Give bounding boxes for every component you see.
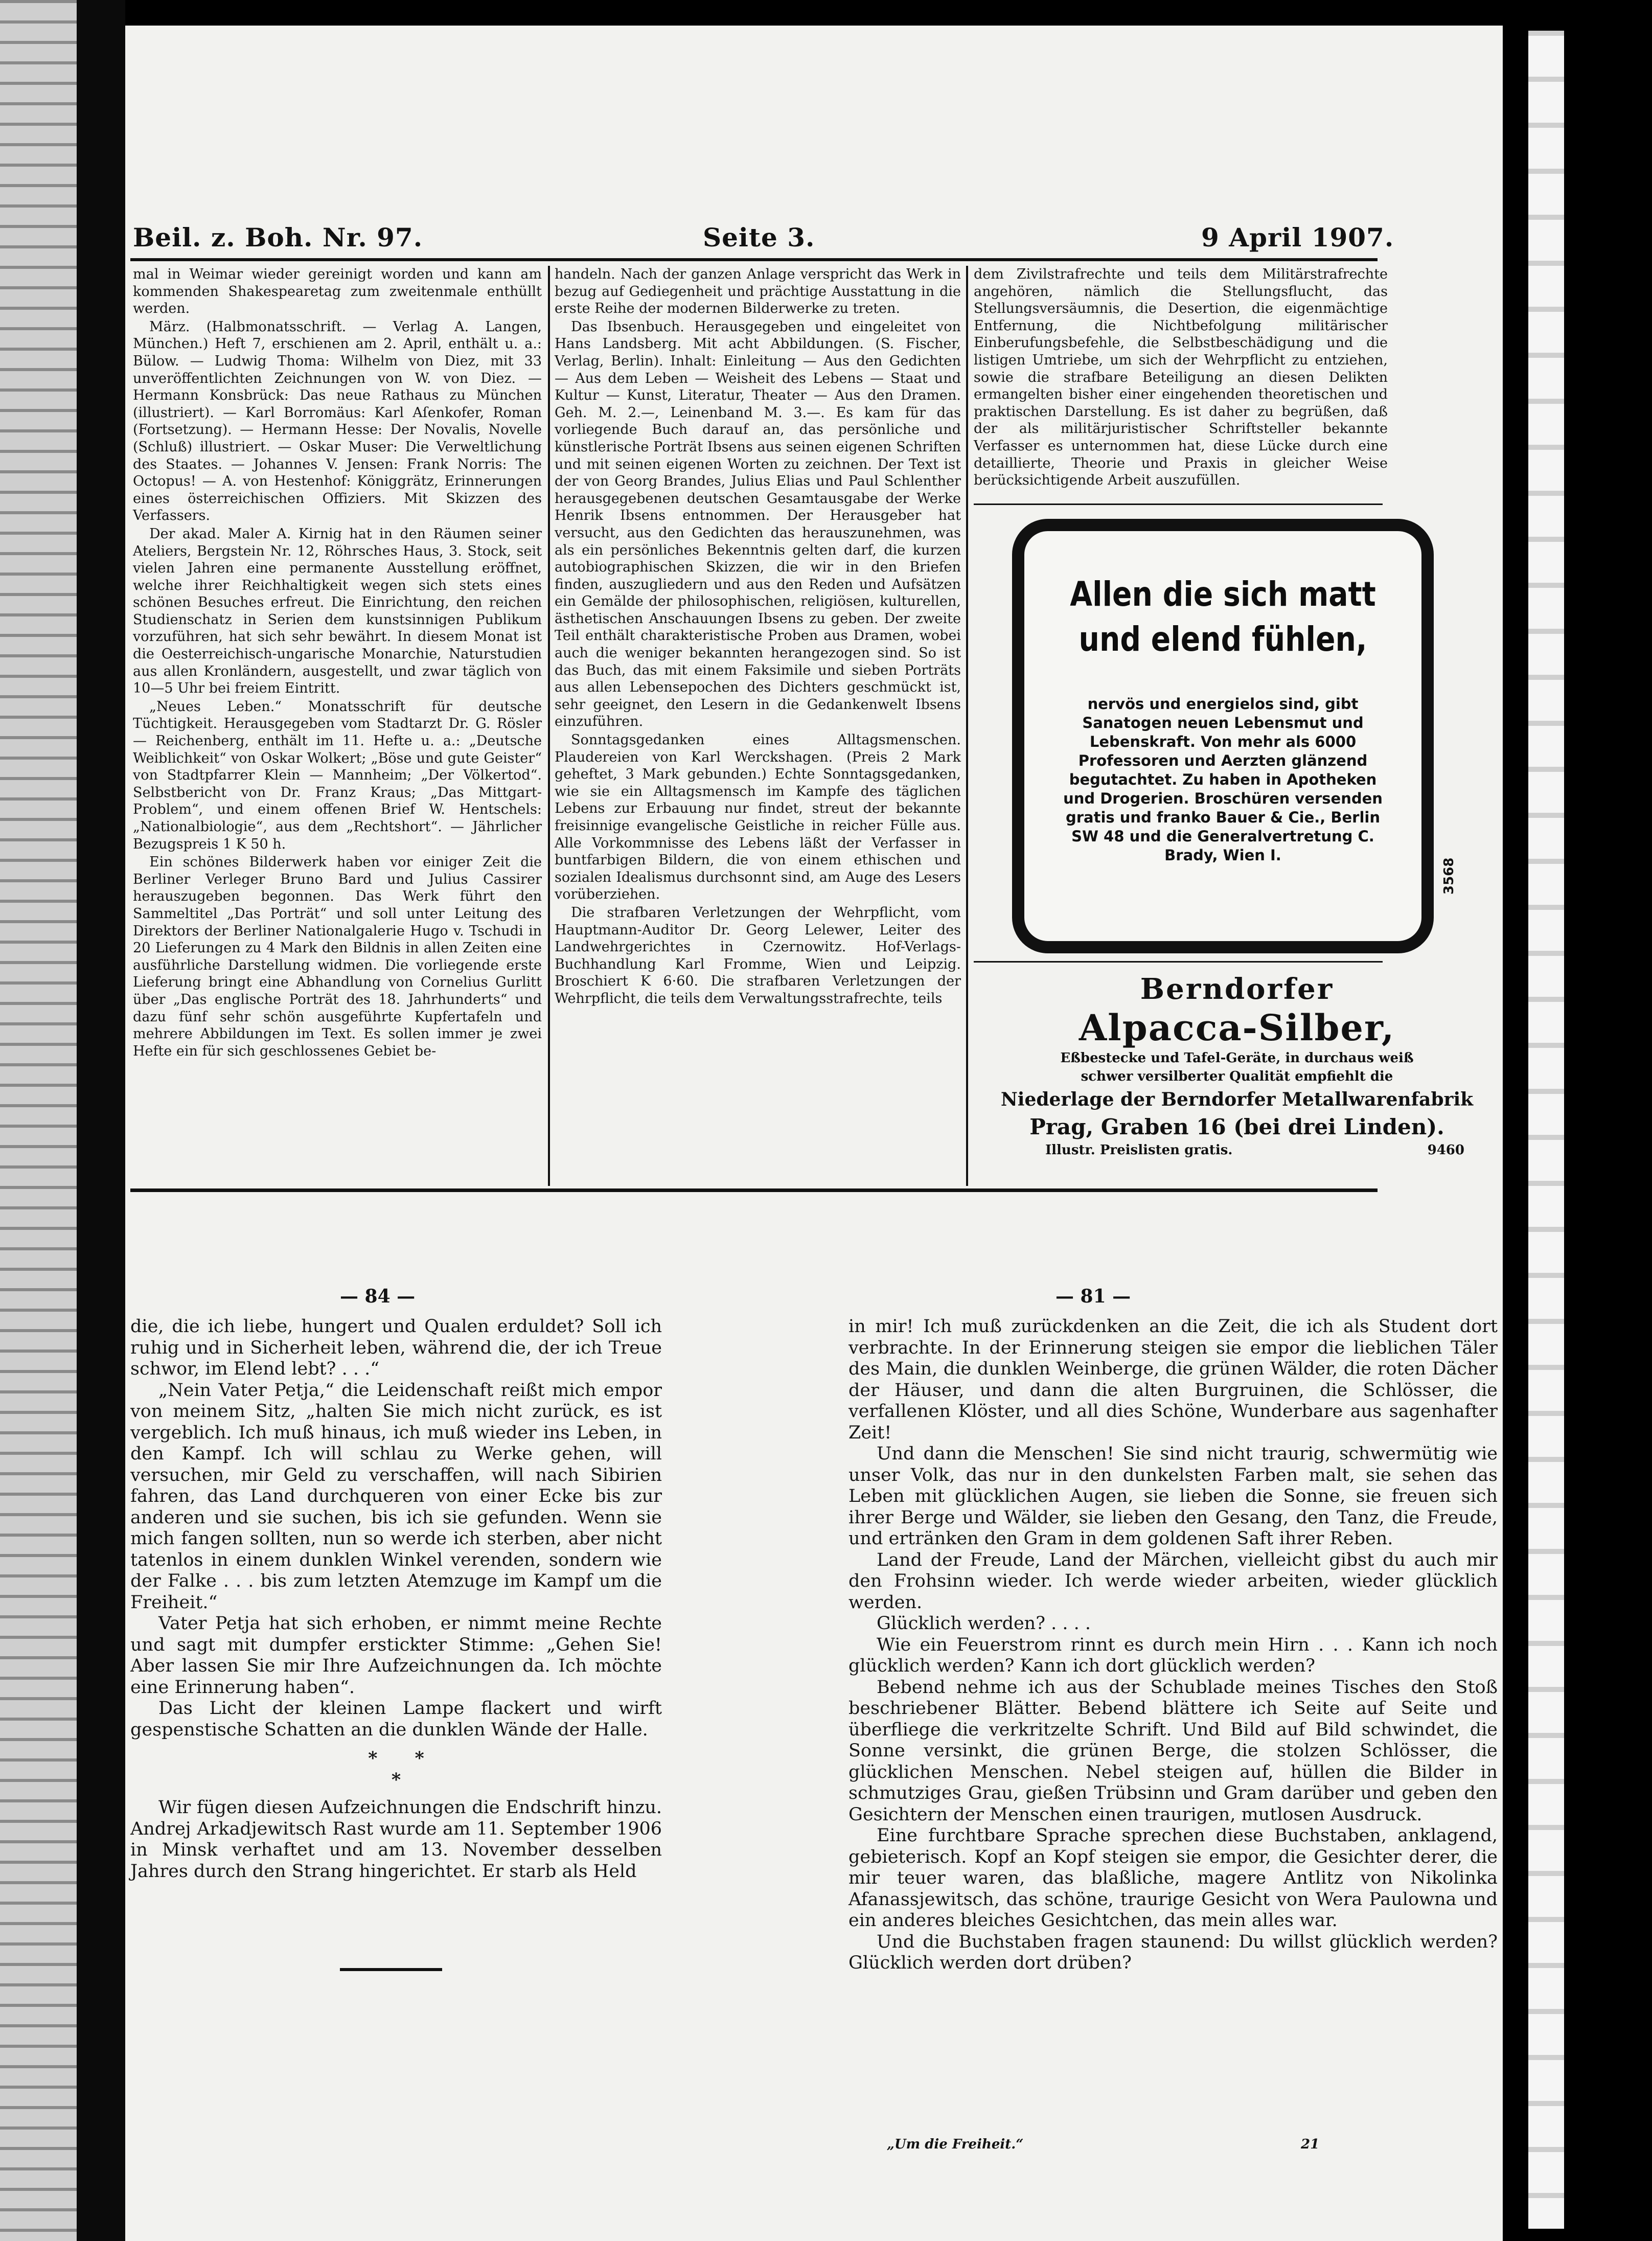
header-issue: Beil. z. Boh. Nr. 97. bbox=[133, 222, 423, 253]
column-divider bbox=[548, 266, 550, 1186]
header-page: Seite 3. bbox=[703, 222, 815, 253]
ad-body: nervös und energielos sind, gibt Sanatogen neuen Lebensmut und Lebenskraft. Von mehr als 6000 Professoren und Aerzten glänzend begutachtet. Zu haben in Apotheken und Drogerien. Broschüren versenden gratis und franko Bauer & Cie., Berlin SW 48 und die Generalvertretung C. Brady, Wien I. bbox=[1063, 695, 1383, 864]
news-paragraph: Der akad. Maler A. Kirnig hat in den Räumen seiner Ateliers, Bergstein Nr. 12, Röhrsches Haus, 3. Stock, seit vielen Jahren eine permanente Ausstellung eröffnet, welche ihrer Reichhaltigkeit wegen sich stets eines schönen Besuches erfreut. Die Einrichtung, den reichen Studienschatz in Serien dem kunstsinnigen Publikum vorzuführen, hat sich sehr bewährt. In diesem Monat ist die Oesterreichisch-ungarische Monarchie, Naturstudien aus allen Kronländern, ausgestellt, und zwar täglich von 10—5 Uhr bei freiem Eintritt. bbox=[133, 525, 542, 697]
ad-product: Alpacca-Silber, bbox=[1079, 1007, 1395, 1049]
news-paragraph: Die strafbaren Verletzungen der Wehrpflicht, vom Hauptmann-Auditor Dr. Georg Lelewer, Leiter des Landwehrgerichtes in Czernowitz. Hof-Verlags-Buchhandlung Karl Fromme, Wien und Leipzig. Broschiert K 6·60. Die strafbaren Verletzungen der Wehrpflicht, die teils dem Verwaltungsstrafrechte, teils bbox=[555, 904, 961, 1007]
news-column-3 bbox=[974, 266, 1388, 506]
ad-headline: Allen die sich matt und elend fühlen, bbox=[1070, 575, 1376, 659]
book-footer-title: „Um die Freiheit.“ bbox=[887, 2137, 1024, 2152]
book-footer-signature: 21 bbox=[1301, 2137, 1320, 2152]
end-rule bbox=[340, 1968, 442, 1971]
ad-pricelist: Illustr. Preislisten gratis. bbox=[1045, 1142, 1233, 1158]
book-paragraph: Eine furchtbare Sprache sprechen diese Buchstaben, anklagend, gebieterisch. Kopf an Kopf steigen sie empor, die Gesichter derer, die mir teuer waren, das blaßliche, magere Antlitz von Nikolinka Afanassjewitsch, das schöne, traurige Gesicht von Wera Paulowna und ein anderes bleiches Gesichtchen, das mein alles war. bbox=[848, 1825, 1498, 1931]
section-stars: * * * bbox=[368, 1748, 424, 1790]
scanned-page bbox=[125, 26, 1503, 2241]
header-date: 9 April 1907. bbox=[1201, 222, 1394, 253]
book-page-right bbox=[848, 1316, 1498, 1974]
ad-text: schwer versilberter Qualität empfiehlt die bbox=[1081, 1069, 1393, 1084]
ad-separator bbox=[974, 961, 1383, 963]
ad-address: Prag, Graben 16 (bei drei Linden). bbox=[1029, 1114, 1444, 1139]
scan-border bbox=[1503, 0, 1652, 2241]
book-paragraph: Vater Petja hat sich erhoben, er nimmt meine Rechte und sagt mit dumpfer erstickter Stimme: „Gehen Sie! Aber lassen Sie mir Ihre Aufzeichnungen da. Ich möchte eine Erinnerung haben“. bbox=[130, 1613, 662, 1698]
news-paragraph: „Neues Leben.“ Monatsschrift für deutsche Tüchtigkeit. Herausgegeben vom Stadtarzt Dr. G. Rösler — Reichenberg, enthält im 11. Hefte u. a.: „Deutsche Weiblichkeit“ von Oskar Wolkert; „Böse und gute Geister“ von Stadtpfarrer Klein — Mannheim; „Der Völkertod“. Selbstbericht von Dr. Franz Kraus; „Das Mittgart-Problem“, und einem offenen Brief W. Hentschels: „Nationalbiologie“, aus dem „Rechtshort“. — Jährlicher Bezugspreis 1 K 50 h. bbox=[133, 698, 542, 852]
book-page-number-right: — 81 — bbox=[1056, 1286, 1131, 1307]
ad-separator bbox=[974, 504, 1383, 505]
sanatogen-advertisement bbox=[1012, 519, 1434, 953]
book-paragraph: Bebend nehme ich aus der Schublade meines Tisches den Stoß beschriebener Blätter. Bebend blättere ich Seite auf Seite und überfliege die verkritzelte Schrift. Und Bild auf Bild schwindet, die Sonne versinkt, die grünen Berge, die stolzen Schlösser, die glücklichen Menschen. Nebel steigen auf, hüllen die Bilder in schmutziges Grau, gießen Trübsinn und Gram darüber und geben den Gesichtern der Menschen einen traurigen, mutlosen Ausdruck. bbox=[848, 1677, 1498, 1825]
facing-page-edge bbox=[0, 0, 77, 2241]
ad-text: Eßbestecke und Tafel-Geräte, in durchaus weiß bbox=[1060, 1050, 1414, 1066]
book-paragraph: Und die Buchstaben fragen staunend: Du willst glücklich werden? Glücklich werden dort drüben? bbox=[848, 1931, 1498, 1973]
book-paragraph: „Nein Vater Petja,“ die Leidenschaft reißt mich empor von meinem Sitz, „halten Sie mich nicht zurück, es ist vergeblich. Ich muß hinaus, ich muß wieder ins Leben, in den Kampf. Ich will schlau zu Werke gehen, will versuchen, mir Geld zu verschaffen, will nach Sibirien fahren, das Land durchqueren von einer Ecke bis zur anderen und sie suchen, bis ich sie gefunden. Wenn sie mich fangen sollten, nun so werde ich sterben, aber nicht tatenlos in einem dunklen Winkel verenden, sondern wie der Falke . . . bis zum letzten Atemzuge im Kampf um die Freiheit.“ bbox=[130, 1380, 662, 1613]
book-paragraph: Das Licht der kleinen Lampe flackert und wirft gespenstische Schatten an die dunklen Wände der Halle. bbox=[130, 1698, 662, 1740]
news-column-2 bbox=[555, 266, 961, 1186]
news-paragraph: Sonntagsgedanken eines Alltagsmenschen. Plaudereien von Karl Werckshagen. (Preis 2 Mark geheftet, 3 Mark gebunden.) Echte Sonntagsgedanken, wie sie ein Alltagsmensch im Kampfe des täglichen Lebens zur Erbauung nur findet, streut der bekannte freisinnige evangelische Geistliche in reicher Fülle aus. Alle Vorkommnisse des Lebens läßt der Verfasser in buntfarbigen Bildern, die von einem ethischen und sozialen Idealismus durchsonnt sind, am Auge des Lesers vorüberziehen. bbox=[555, 732, 961, 903]
column-divider bbox=[966, 266, 968, 1186]
binding-shadow bbox=[77, 0, 125, 2241]
book-page-left bbox=[130, 1316, 662, 1882]
news-paragraph: dem Zivilstrafrechte und teils dem Militärstrafrechte angehören, nämlich die Stellungsflucht, das Stellungsversäumnis, die Desertion, die eigenmächtige Entfernung, die Nichtbefolgung militärischer Einberufungsbefehle, die Selbstbeschädigung und die listigen Umtriebe, um sich der Wehrpflicht zu entziehen, sowie die strafbare Beteiligung an diesen Delikten ermangelten bisher einer eingehenden theoretischen und praktischen Darstellung. Es ist daher zu begrüßen, daß der als militärjuristischer Schriftsteller bekannte Verfasser es unternommen hat, diese Lücke durch eine detaillierte, Theorie und Praxis in gleicher Weise berücksichtigende Arbeit auszufüllen. bbox=[974, 266, 1388, 489]
scan-artifact-strip bbox=[1528, 31, 1564, 2229]
section-rule bbox=[130, 1188, 1378, 1192]
news-paragraph: Das Ibsenbuch. Herausgegeben und eingeleitet von Hans Landsberg. Mit acht Abbildungen. (S. Fischer, Verlag, Berlin). Inhalt: Einleitung — Aus den Gedichten — Aus dem Leben — Weisheit des Lebens — Staat und Kultur — Kunst, Literatur, Theater — Aus den Dramen. Geh. M. 2.—, Leinenband M. 3.—. Es kam für das vorliegende Buch darauf an, das persönliche und künstlerische Porträt Ibsens aus seinen eigenen Schriften und mit seinen eigenen Worten zu zeichnen. Der Text ist der von Georg Brandes, Julius Elias und Paul Schlenther herausgegebenen deutschen Gesamtausgabe der Werke Henrik Ibsens entnommen. Der Herausgeber hat versucht, aus den Gedichten das herauszunehmen, was als ein persönliches Bekenntnis gelten darf, die kurzen autobiographischen Skizzen, die wir in den Briefen finden, auszugliedern und aus den Reden und Aufsätzen ein Gemälde der philosophischen, religiösen, kulturellen, ästhetischen Anschauungen Ibsens zu geben. Der zweite Teil enthält charakteristische Proben aus Dramen, wobei auch die weniger bekannten herangezogen sind. So ist das Buch, das mit einem Faksimile und sieben Porträts aus allen Lebensepochen des Dichters geschmückt ist, sehr geeignet, den Lesern in die Gedankenwelt Ibsens einzuführen. bbox=[555, 318, 961, 730]
ad-text: Niederlage der Berndorfer Metallwarenfabrik bbox=[1000, 1089, 1474, 1110]
book-paragraph: Wie ein Feuerstrom rinnt es durch mein Hirn . . . Kann ich noch glücklich werden? Kann ich dort glücklich werden? bbox=[848, 1634, 1498, 1676]
ad-text bbox=[989, 1141, 1485, 1159]
berndorfer-advertisement bbox=[989, 971, 1485, 1159]
news-paragraph: März. (Halbmonatsschrift. — Verlag A. Langen, München.) Heft 7, erschienen am 2. April, enthält u. a.: Bülow. — Ludwig Thoma: Wilhelm von Diez, mit 33 unveröffentlichten Zeichnungen von W. von Diez. — Hermann Konsbrück: Das neue Rathaus zu München (illustriert). — Karl Borromäus: Karl Aſenkofer, Roman (Fortsetzung). — Hermann Hesse: Der Novalis, Novelle (Schluß) illustriert. — Oskar Muser: Die Verweltlichung des Staates. — Johannes V. Jensen: Frank Norris: The Octopus! — A. von Hestenhof: Königgrätz, Erinnerungen eines österreichischen Offiziers. Mit Skizzen des Verfassers. bbox=[133, 318, 542, 524]
book-paragraph: die, die ich liebe, hungert und Qualen erduldet? Soll ich ruhig und in Sicherheit leben, während die, der ich Treue schwor, im Elend lebt? . . .“ bbox=[130, 1316, 662, 1379]
news-column-1 bbox=[133, 266, 542, 1186]
ad-brand: Berndorfer bbox=[1140, 972, 1334, 1006]
book-page-number-left: — 84 — bbox=[340, 1286, 416, 1307]
news-paragraph: Ein schönes Bilderwerk haben vor einiger Zeit die Berliner Verleger Bruno Bard und Julius Cassirer herauszugeben begonnen. Das Werk führt den Sammeltitel „Das Porträt“ und soll unter Leitung des Direktors der Berliner Nationalgalerie Hugo v. Tschudi in 20 Lieferungen zu 4 Mark den Bildnis in allen Zeiten eine ausführliche Darstellung widmen. Die vorliegende erste Lieferung bringt eine Abhandlung von Cornelius Gurlitt über „Das englische Porträt des 18. Jahrhunderts“ und dazu fünf sehr schön ausgeführte Kupfertafeln und mehrere Abbildungen im Text. Es sollen immer je zwei Hefte ein für sich geschlossenes Gebiet be- bbox=[133, 854, 542, 1059]
book-paragraph: Glücklich werden? . . . . bbox=[877, 1613, 1091, 1634]
book-paragraph: in mir! Ich muß zurückdenken an die Zeit, die ich als Student dort verbrachte. In der Erinnerung steigen sie empor die lieblichen Täler des Main, die dunklen Weinberge, die grünen Wälder, die roten Dächer der Häuser, und dann die alten Burgruinen, die Schlösser, die verfallenen Klöster, und all dies Schöne, Wunderbare aus sagenhafter Zeit! bbox=[848, 1316, 1498, 1443]
header-rule bbox=[130, 258, 1378, 261]
news-paragraph: mal in Weimar wieder gereinigt worden und kann am kommenden Shakespearetag zum zweitenmale enthüllt werden. bbox=[133, 266, 542, 317]
ad-number: 3568 bbox=[1441, 857, 1457, 895]
ad-number: 9460 bbox=[1427, 1142, 1464, 1158]
news-paragraph: handeln. Nach der ganzen Anlage verspricht das Werk in bezug auf Gediegenheit und prächtige Ausstattung in die erste Reihe der modernen Bilderwerke zu treten. bbox=[555, 266, 961, 317]
book-paragraph: Und dann die Menschen! Sie sind nicht traurig, schwermütig wie unser Volk, das nur in den dunkelsten Farben malt, sie sehen das Leben mit glücklichen Augen, sie lieben die Sonne, sie freuen sich ihrer Berge und Wälder, sie lieben den Gesang, den Tanz, die Freude, und ertränken den Gram in dem goldenen Saft ihrer Reben. bbox=[848, 1444, 1498, 1549]
book-paragraph: Wir fügen diesen Aufzeichnungen die Endschrift hinzu. Andrej Arkadjewitsch Rast wurde am 11. September 1906 in Minsk verhaftet und am 13. November desselben Jahres durch den Strang hingerichtet. Er starb als Held bbox=[130, 1797, 662, 1882]
book-paragraph: Land der Freude, Land der Märchen, vielleicht gibst du auch mir den Frohsinn wieder. Ich werde wieder arbeiten, wieder glücklich werden. bbox=[848, 1549, 1498, 1613]
